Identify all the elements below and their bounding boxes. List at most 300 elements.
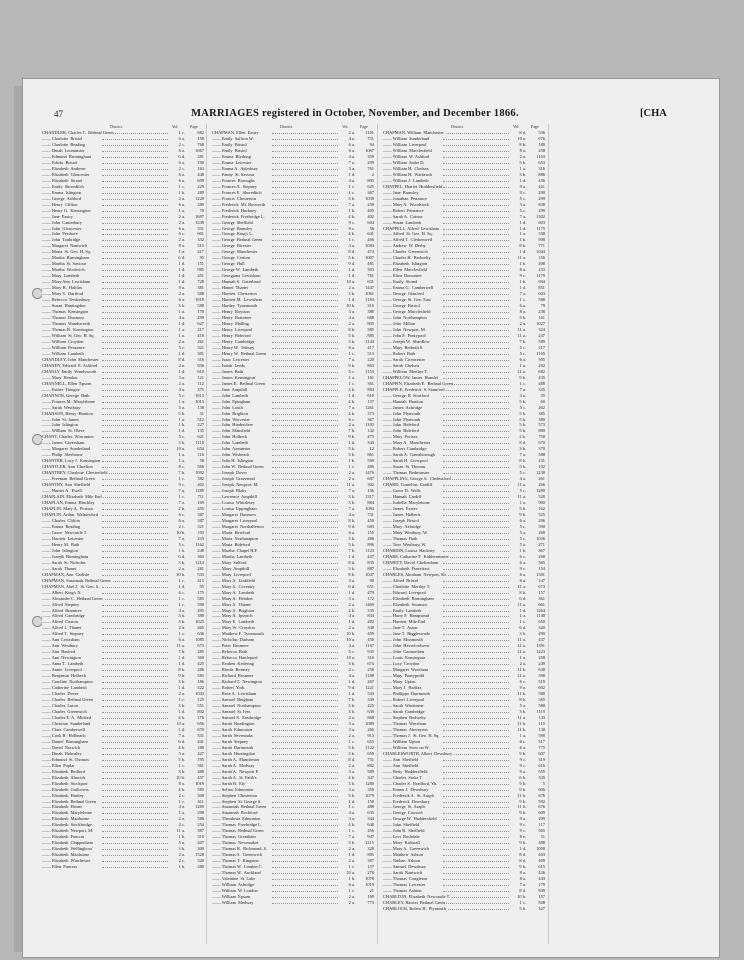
entry-district: Sheffield — [402, 822, 420, 828]
entry-district: Freebridge L. — [239, 213, 265, 219]
entry-district: Kensington — [403, 655, 426, 661]
entry-district: Pontefract — [410, 565, 430, 571]
entry-name: CHAPPIN, Elizabeth E. — [383, 380, 426, 386]
entry-district: Penzance — [67, 344, 85, 350]
entry-district: Wisbeach — [231, 452, 250, 458]
entry-name: —— John — [42, 231, 61, 237]
entry-volume: 7 b. — [338, 548, 355, 554]
entry-volume: 2 a. — [338, 285, 355, 291]
entry-name: —— Margaret — [212, 517, 238, 523]
entry-district: St. Geo. H. Sq. — [63, 249, 91, 255]
entry-page: 654 — [185, 446, 204, 452]
entry-district: Nantwich — [68, 243, 88, 249]
entry-name: —— Frances E. — [212, 189, 241, 195]
entry-page: 137 — [355, 399, 374, 405]
entry-volume: 6 a. — [509, 518, 526, 524]
entry-district: Auckland — [242, 870, 261, 876]
entry-district: Salford — [232, 559, 247, 565]
entry-district: Liverpool — [407, 589, 426, 595]
entry-district: Lambeth — [404, 219, 422, 225]
entry-page: 863 — [355, 363, 374, 369]
entry-name: —— William — [383, 368, 408, 374]
entry-name: CHANTER, Lucy J. — [42, 458, 78, 464]
entry-district: Liverpool — [408, 141, 427, 147]
entry-name: —— Sarah A. — [212, 774, 237, 780]
entry-volume: 2 a. — [338, 470, 355, 476]
entry-name: —— David — [42, 744, 63, 750]
entry-page: 382 — [185, 476, 204, 482]
entry-volume: 8 a. — [168, 781, 185, 787]
entry-district: Wells — [409, 488, 421, 494]
entry-volume: 5 c. — [338, 649, 355, 655]
entry-district: Bideford — [233, 332, 251, 338]
entry-district: Barnsley — [235, 225, 253, 231]
entry-district: Bedwelty — [412, 255, 431, 261]
entry-name: —— Emily — [383, 607, 404, 613]
entry-name: —— Mary — [42, 273, 62, 279]
entry-page: 1289 — [185, 488, 204, 494]
entry-name: —— Rhoda — [212, 667, 234, 673]
entry-page: 1043 — [185, 691, 204, 697]
entry-name: —— Rebecca — [212, 649, 237, 655]
entry-district: Shoreditch — [241, 189, 262, 195]
entry-page: 443 — [526, 876, 545, 882]
entry-volume: 8 b. — [509, 458, 526, 464]
entry-district: Eastry — [246, 130, 259, 135]
entry-page: 604 — [355, 220, 374, 226]
entry-name: —— Charles — [42, 517, 66, 523]
entry-district: Ely — [238, 780, 246, 786]
entry-volume: 2 a. — [168, 214, 185, 220]
entry-volume: 9 c. — [168, 482, 185, 488]
entry-district: Ceriton — [235, 255, 251, 261]
entry-district: Tetbury — [239, 344, 255, 350]
entry-page: 169 — [355, 894, 374, 900]
entry-page: 525 — [526, 512, 545, 518]
entry-volume: 8 a. — [168, 243, 185, 249]
entry-name: —— James — [383, 512, 404, 517]
entry-name: —— Hartley — [212, 303, 236, 309]
entry-district: St. Thomas — [67, 756, 89, 762]
entry-page: 611 — [185, 799, 204, 805]
entry-page: 588 — [185, 303, 204, 309]
entry-volume: 7 a. — [168, 500, 185, 506]
entry-volume: 4 b. — [338, 775, 355, 781]
entry-page: 610 — [185, 369, 204, 375]
entry-volume: 4 a. — [338, 643, 355, 649]
entry-district: Wimborne — [403, 703, 424, 708]
entry-district: Manchester — [77, 356, 99, 362]
entry-name: —— Jonathan — [383, 195, 409, 201]
entry-name: —— John — [42, 422, 61, 428]
entry-page: 1215 — [355, 840, 374, 846]
entry-name: CHAPMAN, Susannah — [42, 577, 83, 583]
entry-name: —— John — [212, 404, 231, 410]
entry-district: Penzance — [405, 207, 424, 213]
entry-district: Croydon — [238, 625, 255, 631]
entry-name: —— Henry — [212, 332, 233, 338]
entry-name: —— Ellen — [42, 864, 62, 870]
entry-name: —— Elizabeth — [42, 816, 69, 822]
entry-volume: 1 a. — [338, 375, 355, 381]
register-entry — [42, 864, 204, 870]
entry-volume: 1 a. — [168, 249, 185, 255]
entry-page: 676 — [526, 793, 545, 799]
entry-district: Dartmouth — [232, 744, 254, 750]
entry-page: 60 — [526, 399, 545, 405]
entry-name: —— Sarah A. — [212, 762, 237, 768]
entry-volume: 1 d. — [338, 172, 355, 178]
entry-name: —— John — [42, 219, 61, 225]
entry-district: Stow on W. — [408, 744, 430, 750]
entry-name: —— Louisa — [212, 500, 234, 506]
entry-district: Pancras — [69, 834, 85, 840]
entry-district: Tewkesbury — [67, 297, 91, 303]
entry-volume: 2 a. — [338, 846, 355, 852]
register-column-1 — [42, 124, 204, 944]
entry-name: —— John — [212, 422, 231, 428]
entry-volume: 3 a. — [338, 727, 355, 733]
entry-volume: 1 d. — [338, 273, 355, 279]
entry-page: 425 — [185, 661, 204, 667]
entry-name: CHANTLER, Ann — [42, 464, 75, 470]
entry-volume: 1 c. — [338, 888, 355, 894]
entry-volume: 2 a. — [168, 691, 185, 697]
entry-volume: 8 a. — [509, 876, 526, 882]
entry-district: Bethnal Green — [235, 237, 263, 243]
entry-volume: 9 c. — [509, 763, 526, 769]
entry-name: —— John — [383, 428, 402, 434]
entry-volume: 1 a. — [168, 452, 185, 458]
entry-district: Carmarthen — [402, 649, 425, 655]
entry-district: Wandsworth — [73, 368, 97, 374]
entry-name: CHANTREY, Charlotte — [42, 470, 84, 476]
entry-volume: 10 a. — [338, 655, 355, 661]
entry-volume: 1 c. — [168, 763, 185, 769]
entry-volume: 1 d. — [338, 393, 355, 399]
entry-name: —— George — [42, 195, 65, 201]
entry-name: —— John — [383, 422, 402, 428]
entry-district: Manchester — [238, 756, 260, 762]
entry-volume: 6 a. — [509, 745, 526, 751]
entry-district: Cambridge — [405, 446, 427, 452]
entry-name: —— Mary Ann — [42, 279, 70, 285]
entry-page: 462 — [526, 405, 545, 411]
entry-district: Islington — [236, 458, 254, 464]
entry-name: —— Emma G. — [383, 285, 410, 291]
entry-volume: 1 d. — [338, 590, 355, 596]
entry-name: —— Elizabeth — [383, 565, 410, 571]
entry-district: Liverpool — [409, 458, 428, 464]
entry-volume: 11 a. — [509, 637, 526, 643]
entry-page: 21 — [355, 888, 374, 894]
entry-name: —— Sarah — [383, 708, 403, 714]
entry-district: Leeds — [233, 362, 245, 368]
entry-page: 94 — [355, 142, 374, 148]
entry-district: Guiltcross — [69, 786, 89, 792]
entry-name: —— John — [212, 410, 231, 416]
entry-volume: 1 d. — [168, 655, 185, 661]
entry-district: Bedminster — [407, 470, 430, 476]
entry-volume: 4 a. — [338, 810, 355, 816]
entry-volume: 2 a. — [168, 196, 185, 202]
entry-volume: 5 c. — [509, 536, 526, 542]
entry-volume: 1 b. — [509, 548, 526, 554]
entry-volume: 1 c. — [168, 476, 185, 482]
entry-name: —— Ann — [383, 756, 401, 762]
entry-page: 233 — [185, 536, 204, 542]
entry-page: 121 — [185, 375, 204, 381]
entry-name: —— Margaret — [212, 512, 238, 517]
entry-volume: 5 c. — [338, 369, 355, 375]
entry-volume: 7 a. — [338, 506, 355, 512]
entry-volume: 11 a. — [509, 255, 526, 261]
entry-name: —— Elizabeth — [383, 595, 410, 601]
entry-name: —— Nicholas — [212, 637, 238, 643]
entry-page: 505 — [526, 357, 545, 363]
entry-page: 143 — [526, 715, 545, 721]
entry-district: Reading — [64, 523, 81, 529]
entry-name: —— Elizabeth — [42, 798, 69, 804]
entry-name: —— Grace D. — [383, 488, 409, 494]
entry-name: —— Martha — [42, 267, 65, 273]
entry-volume: 9 b. — [509, 751, 526, 757]
entry-district: W. London — [237, 888, 258, 894]
entry-name: —— Thomas — [383, 876, 407, 882]
heading-district: District. — [110, 124, 123, 129]
entry-page: 835 — [355, 560, 374, 566]
entry-name: —— Mary W. — [212, 625, 238, 631]
entry-name: —— Elizabeth — [42, 822, 69, 828]
entry-volume: 1 d. — [509, 178, 526, 184]
entry-page: 380 — [526, 417, 545, 423]
entry-volume: 3 a. — [338, 243, 355, 249]
entry-page: 1167 — [355, 643, 374, 649]
entry-volume: 1 c. — [168, 578, 185, 584]
entry-page: 513 — [185, 243, 204, 249]
entry-page: 459 — [355, 631, 374, 637]
entry-name: —— Frances — [212, 177, 236, 183]
entry-district: Hackney — [239, 207, 257, 213]
entry-volume: 1 d. — [338, 799, 355, 805]
entry-district: Plymouth — [427, 905, 446, 911]
entry-district: Bethnal Green — [66, 697, 93, 703]
entry-volume: 3 b. — [338, 703, 355, 709]
entry-page: 475 — [355, 434, 374, 440]
entry-district: Thanet — [237, 601, 251, 607]
entry-volume: 7 a. — [509, 882, 526, 888]
entry-district: London C. — [242, 864, 263, 870]
entry-name: —— William — [212, 899, 237, 905]
entry-volume: 7 b. — [338, 428, 355, 434]
entry-name: —— Ellen — [383, 267, 403, 273]
entry-volume: 1 d. — [168, 267, 185, 273]
register-entry — [212, 900, 374, 906]
entry-name: CHAPPELOW, James — [383, 374, 423, 380]
entry-volume: 3 a. — [338, 787, 355, 793]
entry-volume: 5 c. — [509, 351, 526, 357]
entry-name: —— Margaret — [212, 523, 238, 529]
entry-district: Kensington — [72, 326, 94, 332]
entry-page: 1061 — [355, 291, 374, 297]
entry-district: Holbeck — [69, 673, 86, 679]
entry-district: Bristol — [233, 141, 247, 147]
entry-page: 674 — [355, 661, 374, 667]
entry-name: —— George — [212, 231, 235, 237]
entry-page: 1317 — [355, 494, 374, 500]
entry-volume: 8 d. — [509, 888, 526, 894]
entry-name: —— Martha — [212, 547, 235, 553]
entry-district: Pontypridd — [403, 673, 425, 679]
entry-page: 1047 — [355, 572, 374, 578]
entry-page: 1039 — [355, 196, 374, 202]
page-number: 47 — [54, 109, 63, 119]
entry-page: 761 — [355, 273, 374, 279]
entry-page: 673 — [185, 643, 204, 649]
entry-name: CHAPLIN, Mary A. — [42, 506, 78, 512]
entry-district: Camberwell — [410, 285, 434, 291]
entry-page: 661 — [526, 602, 545, 608]
entry-volume: 1 c. — [168, 697, 185, 703]
entry-district: St. Thomas — [404, 464, 426, 470]
entry-volume: 1 a. — [168, 309, 185, 315]
entry-name: —— John — [212, 434, 231, 440]
entry-page: 138 — [185, 405, 204, 411]
entry-page: 163 — [185, 166, 204, 172]
entry-volume: 1 c. — [338, 351, 355, 357]
entry-volume: 1 b. — [338, 208, 355, 214]
entry-district: Biggleswade — [406, 631, 430, 637]
entry-name: —— Mary E. — [212, 619, 237, 625]
entry-volume: 1 c. — [338, 190, 355, 196]
entry-name: —— Emma — [212, 159, 234, 165]
entry-district: Chorlton — [75, 464, 93, 470]
entry-volume: 1 b. — [168, 190, 185, 196]
register-column-2 — [212, 124, 374, 944]
entry-volume: 1 d. — [338, 619, 355, 625]
entry-volume: 1 c. — [338, 864, 355, 870]
entry-district: Sheffield — [72, 482, 91, 488]
entry-name: —— Samuel — [212, 697, 236, 703]
entry-district: Saffron W. — [233, 135, 254, 141]
entry-volume: 6 d. — [338, 584, 355, 590]
entry-volume: 9 b. — [509, 787, 526, 793]
entry-page: 301 — [185, 351, 204, 357]
entry-page: 289 — [185, 190, 204, 196]
entry-district: Alnwick — [69, 774, 86, 780]
entry-volume: 2 c. — [168, 166, 185, 172]
entry-district: Mansfield — [231, 428, 251, 434]
entry-name: —— Phillippa — [383, 691, 409, 697]
entry-volume: 5 b. — [338, 333, 355, 339]
entry-page: 1067 — [355, 148, 374, 154]
entry-name: —— Frederick — [212, 201, 239, 207]
entry-district: Lambeth — [66, 661, 84, 667]
entry-district: Barnsley — [401, 189, 419, 195]
entry-district: Macclesfield — [403, 267, 427, 273]
entry-page: 310 — [185, 834, 204, 840]
entry-volume: 1 b. — [168, 864, 185, 870]
entry-district: Chippenham — [69, 840, 94, 846]
entry-district: Chesterton — [235, 195, 256, 201]
entry-name: —— Thomas — [42, 309, 66, 315]
entry-district: Kidderminster — [422, 553, 449, 559]
entry-page: 488 — [355, 804, 374, 810]
entry-district: Bethnal Green — [418, 899, 446, 905]
entry-name: CHANDLER, Charles T. — [42, 130, 86, 135]
entry-name: —— George — [383, 810, 406, 816]
entry-district: Leicester — [231, 356, 250, 362]
entry-volume: 8 d. — [338, 560, 355, 566]
entry-name: —— John H. — [212, 458, 236, 464]
entry-volume: 2 a. — [509, 661, 526, 667]
entry-page: 638 — [526, 667, 545, 673]
entry-district: Basford — [60, 649, 76, 655]
entry-district: Hinderclere — [231, 422, 254, 428]
entry-volume: 1 d. — [168, 661, 185, 667]
entry-name: —— Susan — [383, 219, 404, 225]
entry-district: Lambeth — [404, 607, 422, 613]
entry-district: Dewsbury — [407, 864, 427, 870]
entry-name: —— Mary — [42, 374, 62, 380]
entry-name: —— George — [383, 291, 406, 297]
entry-name: —— Sarah A. — [212, 768, 237, 774]
entry-name: —— John — [383, 416, 402, 422]
entry-name: —— George W. — [212, 267, 241, 273]
heading-volume: Vol. — [513, 124, 520, 129]
entry-volume: 8 e. — [509, 834, 526, 840]
entry-name: —— Mary — [212, 571, 232, 577]
entry-volume: 1 c. — [338, 828, 355, 834]
entry-district: Bethnal Green — [236, 828, 264, 834]
entry-name: —— Elizabeth — [42, 840, 69, 846]
entry-volume: 10 a. — [168, 446, 185, 452]
entry-district: Cambridge — [403, 708, 425, 714]
entry-district: Bath — [80, 392, 90, 398]
entry-page: 375 — [185, 387, 204, 393]
entry-district: Coventry — [237, 583, 255, 589]
entry-page: 190 — [185, 160, 204, 166]
entry-district: St. Asaph — [406, 804, 425, 810]
entry-name: —— James — [212, 374, 233, 380]
entry-page: 481 — [355, 261, 374, 267]
entry-district: Birmingham — [410, 595, 434, 601]
entry-district: B. Stortford — [406, 392, 429, 398]
entry-district: Birmingham — [64, 553, 89, 559]
entry-district: Cardiff — [418, 482, 433, 488]
entry-page: 519 — [526, 679, 545, 685]
entry-district: Axbridge — [404, 404, 423, 410]
entry-name: CHANTRY, Ann — [42, 482, 72, 488]
entry-volume: 1 c. — [168, 631, 185, 637]
entry-page: 281 — [185, 154, 204, 160]
entry-volume: 4 a. — [168, 804, 185, 810]
entry-page: 603 — [526, 291, 545, 297]
entry-page: 886 — [526, 172, 545, 178]
entry-page: 154 — [526, 566, 545, 572]
entry-name: —— Sarah — [212, 744, 232, 750]
entry-name: —— Charlotte — [42, 135, 69, 141]
entry-page: 486 — [355, 464, 374, 470]
entry-name: CHANNELL, Ellen — [42, 380, 78, 386]
entry-volume: 1 d. — [338, 679, 355, 685]
entry-volume: 11 b. — [509, 691, 526, 697]
entry-district: Liverpool — [238, 517, 258, 523]
entry-name: —— Thomas — [212, 822, 236, 828]
page-title: MARRIAGES registered in October, November, and December 1866. — [191, 108, 519, 119]
entry-volume: 10 b. — [168, 775, 185, 781]
entry-volume: 7 b. — [338, 697, 355, 703]
